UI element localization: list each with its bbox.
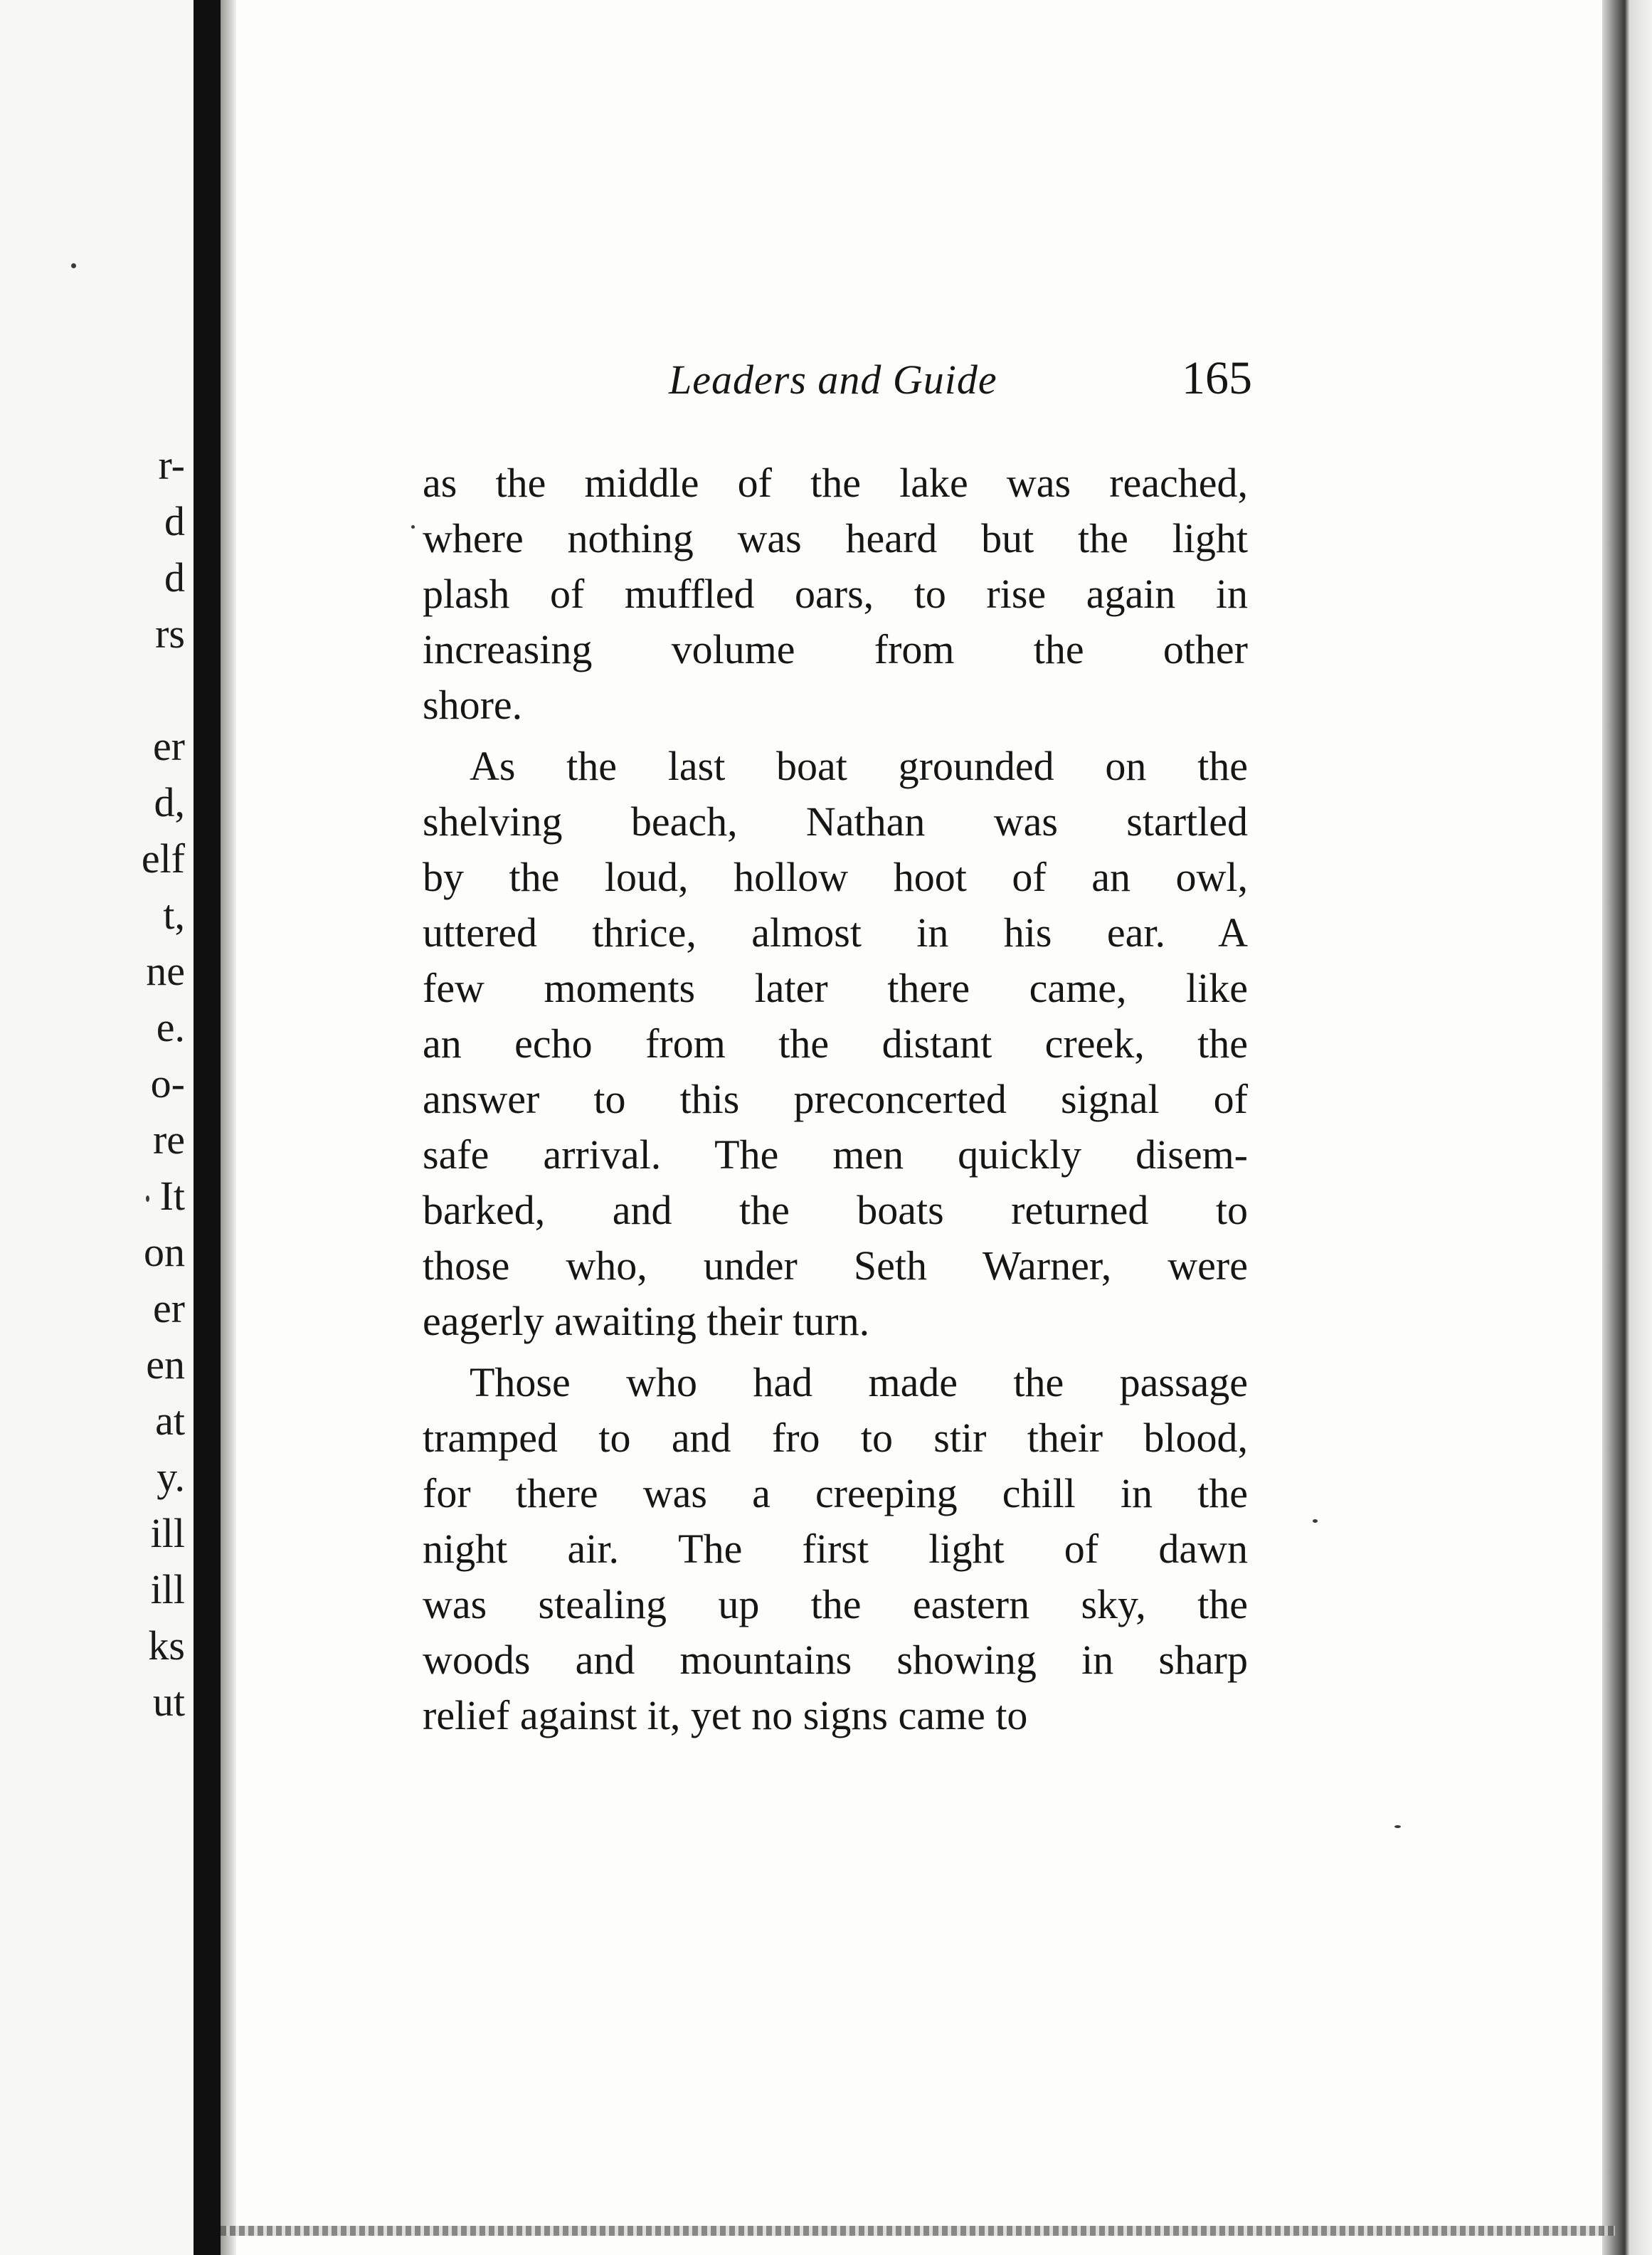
text-line: relief against it, yet no signs came to [423,1692,1028,1738]
text-line: few moments later there came, like [423,965,1248,1011]
text-line: answer to this preconcerted signal of [423,1076,1248,1122]
text-line: as the middle of the lake was reached, [423,460,1248,506]
text-line: by the loud, hollow hoot of an owl, [423,854,1248,900]
running-title: Leaders and Guide [669,357,997,403]
text-line: tramped to and fro to stir their blood, [423,1415,1248,1461]
page-number: 165 [1182,352,1252,404]
page-edge-shadow [1602,0,1652,2255]
previous-page-fragment: ut [152,1679,185,1725]
paper-speck [411,525,415,529]
text-line: safe arrival. The men quickly disem- [423,1131,1248,1178]
book-gutter [194,0,221,2255]
previous-page-fragment: er [152,1285,185,1331]
paper-speck [146,1195,149,1202]
previous-page-fragment: on [144,1229,185,1275]
previous-page-fragment: d, [154,779,185,825]
text-line: woods and mountains showing in sharp [423,1637,1248,1683]
previous-page-fragment: e. [156,1004,185,1050]
text-line: uttered thrice, almost in his ear. A [423,909,1248,956]
text-line: Those who had made the passage [470,1359,1248,1405]
previous-page-fragment: at [155,1398,185,1444]
running-head [427,342,1252,420]
previous-page-fragment: ill [150,1566,185,1612]
text-line: for there was a creeping chill in the [423,1470,1248,1516]
text-line: barked, and the boats returned to [423,1187,1248,1233]
text-line: was stealing up the eastern sky, the [423,1581,1248,1627]
previous-page-fragment: o- [150,1060,185,1107]
body-text [423,455,1248,1779]
text-line: eagerly awaiting their turn. [423,1298,870,1344]
text-line: plash of muffled oars, to rise again in [423,571,1248,617]
previous-page-edge [0,0,194,2255]
previous-page-fragment: er [152,723,185,769]
paper-speck [1313,1519,1318,1523]
previous-page-fragment: ill [150,1510,185,1556]
previous-page-fragment: y. [157,1454,185,1500]
text-line: night air. The first light of dawn [423,1526,1248,1572]
previous-page-fragment: re [152,1116,185,1163]
paper-speck [1394,1825,1401,1828]
previous-page-fragment: en [146,1341,185,1388]
text-line: shore. [423,682,523,728]
previous-page-fragment: d [164,554,185,601]
previous-page-fragment: r- [158,442,185,488]
previous-page-fragment: rs [155,611,185,657]
page-bottom-edge [221,2226,1615,2236]
previous-page-fragment: ne [146,948,185,994]
gutter-shadow [221,0,236,2255]
text-line: increasing volume from the other [423,626,1248,672]
previous-page-fragment: It [159,1173,185,1219]
text-line: those who, under Seth Warner, were [423,1242,1248,1289]
previous-page-fragment: t, [163,892,185,938]
paper-speck [71,263,76,268]
text-line: shelving beach, Nathan was startled [423,798,1248,845]
text-line: an echo from the distant creek, the [423,1020,1248,1067]
previous-page-fragment: d [164,498,185,544]
previous-page-fragment: elf [141,835,185,882]
text-line: As the last boat grounded on the [470,743,1248,789]
previous-page-fragment: ks [148,1622,185,1669]
text-line: where nothing was heard but the light [423,515,1248,561]
